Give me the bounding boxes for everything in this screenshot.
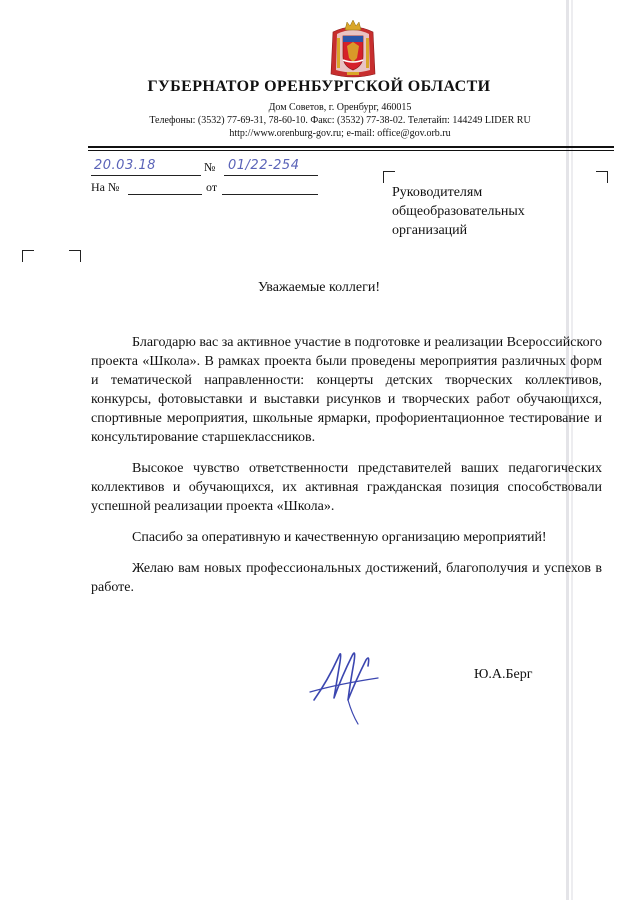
addressee-corner-mark (383, 171, 395, 183)
addressee-line: общеобразовательных (392, 204, 525, 219)
letterhead-phones: Телефоны: (3532) 77-69-31, 78-60-10. Факс: (3532) 77-38-02. Телетайп: 144249 LIDER RU (149, 115, 531, 126)
reference-date-underline (222, 194, 318, 195)
letterhead-divider-thin (88, 150, 614, 151)
body-paragraph: Благодарю вас за активное участие в подготовке и реализации Всероссийского проекта «Школа». В рамках проекта были проведены мероприятия различных форм и тематической направленности: концерты детских творческих коллективов, конкурсы, фотовыставки и выставки рисунков и творческих работ обучающихся, спортивные мероприятия, школьные ярмарки, профориентационное тестирование и консультирование старшеклассников. (91, 335, 602, 445)
reference-number-label: На № (91, 180, 120, 194)
date-underline (91, 175, 201, 176)
subject-corner-mark (69, 250, 81, 262)
addressee-line: организаций (392, 223, 468, 238)
letterhead-address: Дом Советов, г. Оренбург, 460015 (268, 102, 412, 113)
handwritten-signature (308, 640, 386, 730)
number-underline (224, 175, 318, 176)
body-paragraph: Высокое чувство ответственности представителей ваших педагогических коллективов и обучающихся, их активная гражданская позиция способствовали успешной реализации проекта «Школа». (91, 461, 602, 514)
letterhead-title: ГУБЕРНАТОР ОРЕНБУРГСКОЙ ОБЛАСТИ (147, 78, 491, 95)
orenburg-coat-of-arms-icon (329, 18, 377, 80)
letterhead-divider (88, 146, 614, 148)
registration-date: 20.03.18 (94, 158, 156, 173)
registration-number: 01/22-254 (228, 158, 300, 173)
registration-number-label: № (204, 160, 216, 174)
addressee-block (392, 183, 572, 240)
body-paragraph: Желаю вам новых профессиональных достижений, благополучия и успехов в работе. (91, 561, 602, 595)
subject-corner-mark (22, 250, 34, 262)
letterhead-web: http://www.orenburg-gov.ru; e-mail: office@gov.orb.ru (229, 128, 451, 139)
body-paragraph: Спасибо за оперативную и качественную организацию мероприятий! (132, 530, 547, 545)
reference-number-underline (128, 194, 202, 195)
addressee-corner-mark (596, 171, 608, 183)
signatory-name: Ю.А.Берг (474, 667, 533, 682)
letter-body (91, 333, 602, 609)
reference-date-label: от (206, 180, 218, 194)
salutation: Уважаемые коллеги! (257, 280, 381, 295)
addressee-line: Руководителям (392, 185, 483, 200)
